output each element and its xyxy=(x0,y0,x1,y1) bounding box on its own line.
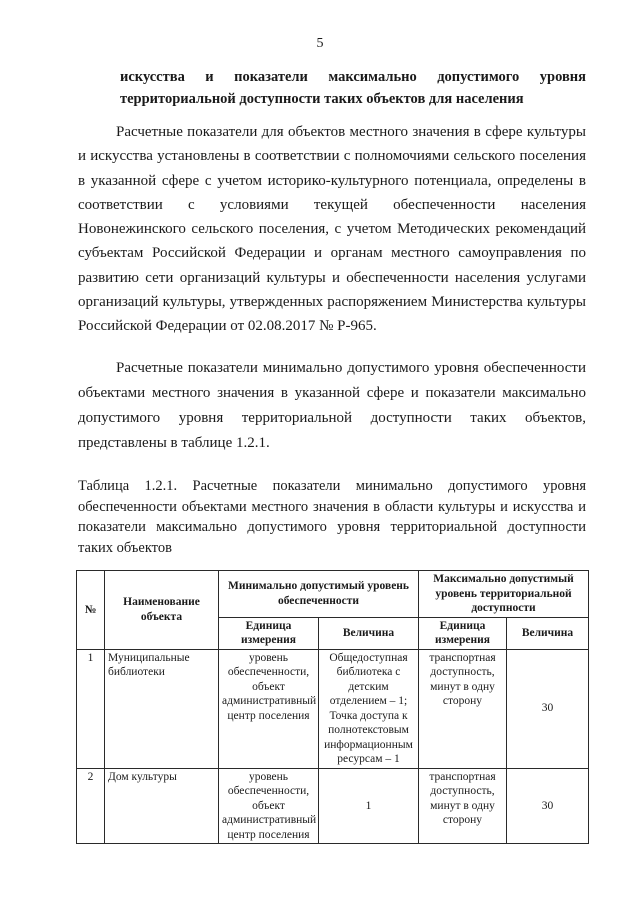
table-row xyxy=(77,649,589,768)
header-max-unit: Единица измерения xyxy=(419,617,507,649)
header-object-name: Наименование объекта xyxy=(105,571,219,650)
header-num: № xyxy=(77,571,105,650)
table-caption: Таблица 1.2.1. Расчетные показатели минимально допустимого уровня обеспеченности объектами местного значения в области культуры и искусства и показатели максимально допустимого уровня территориальной доступности таких объектов xyxy=(78,478,586,556)
indicators-table xyxy=(76,570,589,844)
header-max-accessibility: Максимально допустимый уровень территориальной доступности xyxy=(419,571,589,618)
body-paragraph-2: Расчетные показатели минимально допустимого уровня обеспеченности объектами местного значения в указанной сфере и показатели максимально допустимого уровня территориальной доступности таких объектов, представлены в таблице 1.2.1. xyxy=(78,360,586,451)
header-min-level: Минимально допустимый уровень обеспеченности xyxy=(219,571,419,618)
table-row xyxy=(77,768,589,844)
section-heading-line-2: территориальной доступности таких объектов для населения xyxy=(120,91,524,107)
row-min-unit: уровень обеспеченности, объект административный центр поселения xyxy=(219,649,319,768)
row-max-value: 30 xyxy=(507,768,589,844)
page-number: 5 xyxy=(316,36,324,51)
section-heading-line-1: искусства и показатели максимально допустимого уровня xyxy=(120,69,586,85)
row-min-unit: уровень обеспеченности, объект административный центр поселения xyxy=(219,768,319,844)
row-num: 1 xyxy=(77,649,105,768)
header-min-value: Величина xyxy=(319,617,419,649)
header-min-unit: Единица измерения xyxy=(219,617,319,649)
row-object-name: Муниципальные библиотеки xyxy=(105,649,219,768)
row-min-value: Общедоступная библиотека с детским отделением – 1; Точка доступа к полнотекстовым информационным ресурсам – 1 xyxy=(319,649,419,768)
body-paragraph-1: Расчетные показатели для объектов местного значения в сфере культуры и искусства установлены в соответствии с полномочиями сельского поселения в указанной сфере с учетом историко-культурного потенциала, определены в соответствии с условиями текущей обеспеченности населения Новонежинского сельского поселения, с учетом Методических рекомендаций субъектам Российской Федерации и органам местного самоуправления по развитию сети организаций культуры и обеспеченности населения услугами организаций культуры, утвержденных распоряжением Министерства культуры Российской Федерации от 02.08.2017 № Р-965. xyxy=(78,124,586,335)
row-min-value: 1 xyxy=(319,768,419,844)
header-max-value: Величина xyxy=(507,617,589,649)
section-heading xyxy=(120,66,586,110)
row-object-name: Дом культуры xyxy=(105,768,219,844)
row-max-unit: транспортная доступность, минут в одну сторону xyxy=(419,649,507,768)
row-max-value: 30 xyxy=(507,649,589,768)
row-num: 2 xyxy=(77,768,105,844)
row-max-unit: транспортная доступность, минут в одну сторону xyxy=(419,768,507,844)
